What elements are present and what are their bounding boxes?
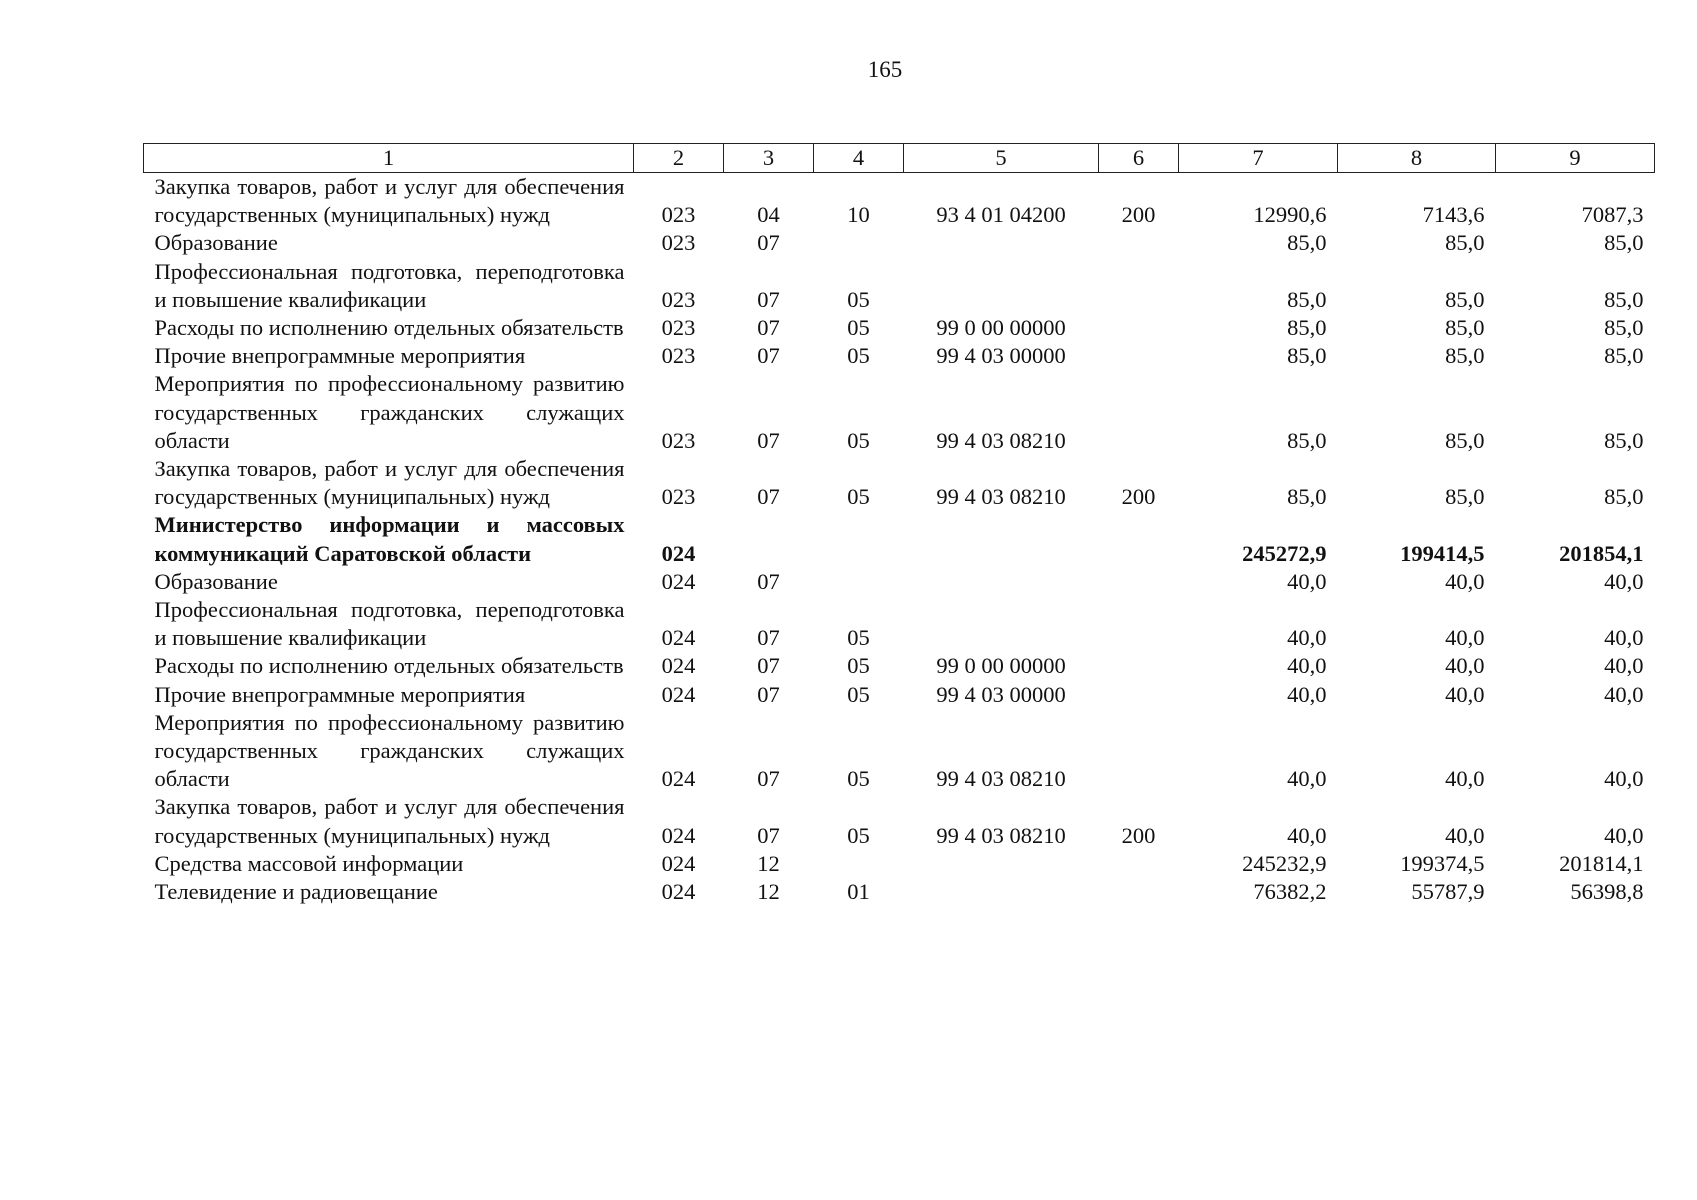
cell-amount-col9: 85,0 xyxy=(1604,343,1644,369)
table-header xyxy=(144,144,1655,173)
header-col-7: 7 xyxy=(1179,144,1338,173)
cell-expense-type xyxy=(1099,850,1179,878)
cell-name: Образование xyxy=(154,230,278,256)
header-col-3: 3 xyxy=(724,144,814,173)
cell-expense-type: 200 xyxy=(1121,202,1156,228)
cell-subsection: 05 xyxy=(847,484,870,510)
cell-section: 07 xyxy=(757,230,780,256)
cell-subsection: 05 xyxy=(847,822,870,848)
cell-ministry-code: 023 xyxy=(661,230,696,256)
cell-amount-col9: 40,0 xyxy=(1604,681,1644,707)
cell-name: Расходы по исполнению отдельных обязательств xyxy=(154,315,624,341)
cell-amount-col7: 85,0 xyxy=(1287,484,1327,510)
cell-amount-col8: 40,0 xyxy=(1445,625,1485,651)
table-row xyxy=(144,455,1655,511)
cell-expense-type xyxy=(1099,596,1179,652)
cell-expense-type xyxy=(1099,568,1179,596)
cell-amount-col7: 40,0 xyxy=(1287,568,1327,594)
cell-target-article xyxy=(904,568,1099,596)
cell-amount-col9: 40,0 xyxy=(1604,625,1644,651)
table-row xyxy=(144,793,1655,849)
table-body xyxy=(144,173,1655,907)
cell-target-article: 99 4 03 08210 xyxy=(936,766,1066,792)
cell-section: 07 xyxy=(757,484,780,510)
cell-amount-col8: 85,0 xyxy=(1445,315,1485,341)
cell-ministry-code: 023 xyxy=(661,427,696,453)
cell-section: 04 xyxy=(757,202,780,228)
cell-subsection xyxy=(814,568,904,596)
cell-target-article xyxy=(904,850,1099,878)
cell-amount-col9: 40,0 xyxy=(1604,653,1644,679)
cell-expense-type xyxy=(1099,652,1179,680)
cell-amount-col7: 85,0 xyxy=(1287,315,1327,341)
cell-amount-col8: 40,0 xyxy=(1445,822,1485,848)
table-row xyxy=(144,878,1655,906)
cell-target-article xyxy=(904,511,1099,567)
cell-amount-col9: 40,0 xyxy=(1604,568,1644,594)
cell-amount-col7: 245232,9 xyxy=(1242,850,1327,876)
cell-subsection: 05 xyxy=(847,315,870,341)
cell-amount-col8: 55787,9 xyxy=(1411,879,1485,905)
cell-section: 07 xyxy=(757,766,780,792)
cell-subsection: 05 xyxy=(847,427,870,453)
cell-target-article: 99 4 03 00000 xyxy=(936,343,1066,369)
table-row xyxy=(144,652,1655,680)
cell-target-article xyxy=(904,229,1099,257)
cell-amount-col8: 40,0 xyxy=(1445,568,1485,594)
cell-target-article: 99 4 03 00000 xyxy=(936,681,1066,707)
cell-target-article: 99 4 03 08210 xyxy=(936,427,1066,453)
table-row xyxy=(144,709,1655,794)
cell-amount-col8: 7143,6 xyxy=(1422,202,1485,228)
cell-name: Прочие внепрограммные мероприятия xyxy=(154,343,526,369)
cell-ministry-code: 023 xyxy=(661,202,696,228)
cell-amount-col7: 85,0 xyxy=(1287,427,1327,453)
cell-amount-col7: 40,0 xyxy=(1287,822,1327,848)
table-row xyxy=(144,370,1655,455)
table-row xyxy=(144,681,1655,709)
cell-name: Профессиональная подготовка, переподготовка и повышение квалификации xyxy=(154,597,625,651)
cell-amount-col7: 40,0 xyxy=(1287,681,1327,707)
cell-name: Расходы по исполнению отдельных обязательств xyxy=(154,653,624,679)
cell-target-article xyxy=(904,596,1099,652)
cell-subsection: 05 xyxy=(847,653,870,679)
header-col-6: 6 xyxy=(1099,144,1179,173)
cell-ministry-code: 023 xyxy=(661,315,696,341)
cell-ministry-code: 024 xyxy=(661,653,696,679)
cell-section: 12 xyxy=(757,850,780,876)
cell-subsection: 01 xyxy=(847,879,870,905)
cell-ministry-code: 024 xyxy=(661,625,696,651)
cell-subsection: 05 xyxy=(847,625,870,651)
cell-ministry-code: 024 xyxy=(661,681,696,707)
cell-name: Закупка товаров, работ и услуг для обеспечения государственных (муниципальных) нужд xyxy=(154,456,625,510)
cell-subsection: 05 xyxy=(847,343,870,369)
header-col-1: 1 xyxy=(144,144,634,173)
cell-ministry-code: 024 xyxy=(661,766,696,792)
cell-section: 12 xyxy=(757,879,780,905)
cell-name: Средства массовой информации xyxy=(154,850,464,876)
cell-expense-type xyxy=(1099,709,1179,794)
cell-subsection: 10 xyxy=(847,202,870,228)
table-row xyxy=(144,258,1655,314)
page-number: 165 xyxy=(867,57,903,82)
cell-amount-col8: 85,0 xyxy=(1445,286,1485,312)
cell-section: 07 xyxy=(757,568,780,594)
cell-subsection xyxy=(814,850,904,878)
cell-target-article xyxy=(904,258,1099,314)
cell-target-article: 99 0 00 00000 xyxy=(936,315,1066,341)
cell-name: Мероприятия по профессиональному развитию государственных гражданских служащих области xyxy=(154,371,625,453)
cell-ministry-code: 023 xyxy=(661,484,696,510)
cell-expense-type xyxy=(1099,511,1179,567)
table-row xyxy=(144,229,1655,257)
cell-ministry-code: 023 xyxy=(661,343,696,369)
cell-subsection: 05 xyxy=(847,286,870,312)
budget-table xyxy=(143,143,1655,906)
table-row xyxy=(144,173,1655,230)
cell-target-article xyxy=(904,878,1099,906)
cell-amount-col7: 85,0 xyxy=(1287,343,1327,369)
cell-amount-col9: 40,0 xyxy=(1604,822,1644,848)
cell-amount-col8: 85,0 xyxy=(1445,484,1485,510)
cell-target-article: 99 0 00 00000 xyxy=(936,653,1066,679)
cell-ministry-code: 024 xyxy=(661,850,696,876)
cell-amount-col7: 40,0 xyxy=(1287,625,1327,651)
cell-name: Прочие внепрограммные мероприятия xyxy=(154,681,526,707)
cell-expense-type xyxy=(1099,229,1179,257)
cell-expense-type xyxy=(1099,342,1179,370)
cell-amount-col7: 245272,9 xyxy=(1242,540,1327,566)
cell-name: Закупка товаров, работ и услуг для обеспечения государственных (муниципальных) нужд xyxy=(154,794,625,848)
cell-expense-type xyxy=(1099,370,1179,455)
cell-amount-col7: 85,0 xyxy=(1287,230,1327,256)
cell-name: Министерство информации и массовых коммуникаций Саратовской области xyxy=(154,512,625,566)
cell-name: Профессиональная подготовка, переподготовка и повышение квалификации xyxy=(154,258,625,312)
cell-amount-col9: 7087,3 xyxy=(1581,202,1644,228)
cell-ministry-code: 023 xyxy=(661,286,696,312)
cell-name: Закупка товаров, работ и услуг для обеспечения государственных (муниципальных) нужд xyxy=(154,174,625,228)
cell-section: 07 xyxy=(757,315,780,341)
cell-expense-type xyxy=(1099,681,1179,709)
header-col-5: 5 xyxy=(904,144,1099,173)
cell-amount-col7: 76382,2 xyxy=(1253,879,1327,905)
cell-amount-col8: 40,0 xyxy=(1445,681,1485,707)
cell-section: 07 xyxy=(757,625,780,651)
cell-expense-type: 200 xyxy=(1121,484,1156,510)
cell-amount-col7: 12990,6 xyxy=(1253,202,1327,228)
cell-amount-col9: 40,0 xyxy=(1604,766,1644,792)
header-col-9: 9 xyxy=(1496,144,1655,173)
cell-ministry-code: 024 xyxy=(661,879,696,905)
cell-section: 07 xyxy=(757,427,780,453)
cell-amount-col9: 85,0 xyxy=(1604,427,1644,453)
cell-name: Образование xyxy=(154,568,278,594)
header-col-8: 8 xyxy=(1338,144,1496,173)
cell-amount-col7: 85,0 xyxy=(1287,286,1327,312)
table-row xyxy=(144,314,1655,342)
cell-subsection: 05 xyxy=(847,681,870,707)
cell-expense-type: 200 xyxy=(1121,822,1156,848)
cell-amount-col8: 199374,5 xyxy=(1400,850,1485,876)
cell-section xyxy=(724,511,814,567)
cell-amount-col9: 201854,1 xyxy=(1559,540,1644,566)
cell-amount-col8: 85,0 xyxy=(1445,230,1485,256)
cell-amount-col8: 85,0 xyxy=(1445,427,1485,453)
cell-amount-col7: 40,0 xyxy=(1287,653,1327,679)
cell-section: 07 xyxy=(757,681,780,707)
cell-subsection: 05 xyxy=(847,766,870,792)
cell-name: Мероприятия по профессиональному развитию государственных гражданских служащих области xyxy=(154,709,625,792)
cell-section: 07 xyxy=(757,286,780,312)
cell-amount-col8: 40,0 xyxy=(1445,653,1485,679)
cell-amount-col9: 85,0 xyxy=(1604,484,1644,510)
cell-expense-type xyxy=(1099,314,1179,342)
cell-amount-col8: 199414,5 xyxy=(1400,540,1485,566)
cell-expense-type xyxy=(1099,258,1179,314)
cell-amount-col9: 56398,8 xyxy=(1570,879,1644,905)
cell-subsection xyxy=(814,511,904,567)
table-row xyxy=(144,568,1655,596)
table-row xyxy=(144,596,1655,652)
cell-section: 07 xyxy=(757,822,780,848)
cell-target-article: 99 4 03 08210 xyxy=(936,822,1066,848)
cell-ministry-code: 024 xyxy=(661,568,696,594)
cell-amount-col9: 201814,1 xyxy=(1559,850,1644,876)
cell-name: Телевидение и радиовещание xyxy=(154,879,438,905)
cell-section: 07 xyxy=(757,653,780,679)
header-row xyxy=(144,144,1655,173)
cell-amount-col7: 40,0 xyxy=(1287,766,1327,792)
cell-ministry-code: 024 xyxy=(661,822,696,848)
cell-target-article: 99 4 03 08210 xyxy=(936,484,1066,510)
cell-ministry-code: 024 xyxy=(661,540,696,566)
cell-amount-col9: 85,0 xyxy=(1604,315,1644,341)
cell-section: 07 xyxy=(757,343,780,369)
header-col-2: 2 xyxy=(634,144,724,173)
cell-amount-col9: 85,0 xyxy=(1604,286,1644,312)
header-col-4: 4 xyxy=(814,144,904,173)
table-row xyxy=(144,511,1655,567)
cell-target-article: 93 4 01 04200 xyxy=(936,202,1066,228)
cell-expense-type xyxy=(1099,878,1179,906)
table-row xyxy=(144,850,1655,878)
cell-amount-col8: 85,0 xyxy=(1445,343,1485,369)
cell-amount-col8: 40,0 xyxy=(1445,766,1485,792)
cell-subsection xyxy=(814,229,904,257)
table-row xyxy=(144,342,1655,370)
cell-amount-col9: 85,0 xyxy=(1604,230,1644,256)
